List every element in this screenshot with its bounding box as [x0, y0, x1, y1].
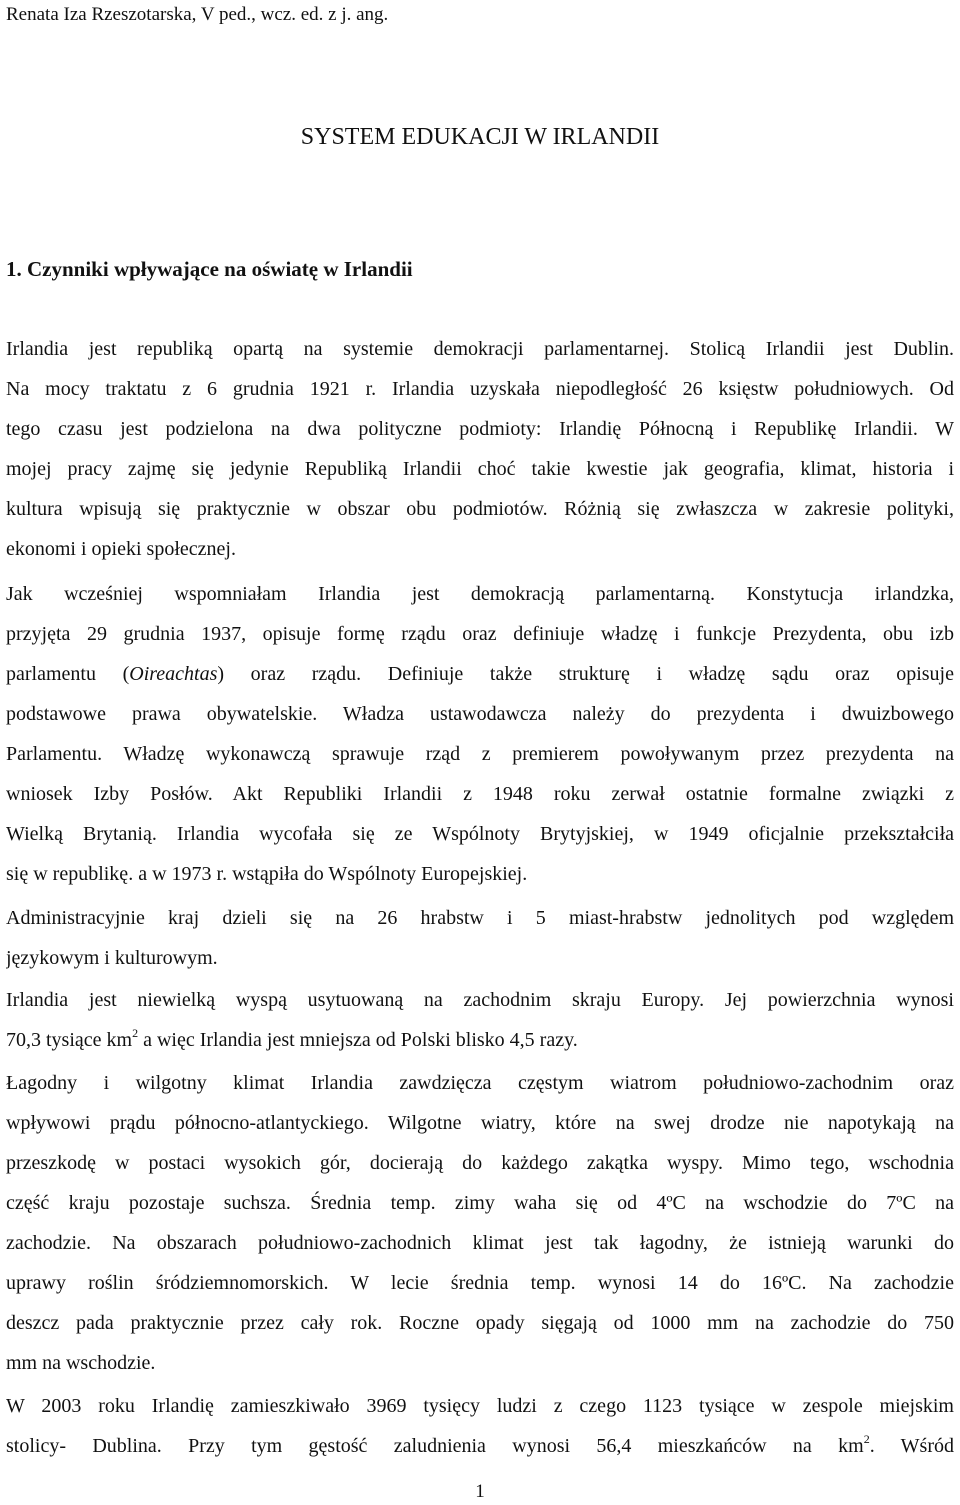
- text-line: mm na wschodzie.: [6, 1352, 156, 1374]
- text-line: Parlamentu. Władzę wykonawczą sprawuje rząd z premierem powoływanym przez prezydenta na: [6, 743, 954, 765]
- text-line: kultura wpisują się praktycznie w obszar obu podmiotów. Różnią się zwłaszcza w zakresie polityki,: [6, 498, 954, 520]
- document-title: SYSTEM EDUKACJI W IRLANDII: [300, 124, 660, 150]
- text-line: [6, 1426, 954, 1466]
- section-heading: 1. Czynniki wpływające na oświatę w Irlandii: [6, 257, 413, 281]
- text-line: Wielką Brytanią. Irlandia wycofała się ze Wspólnoty Brytyjskiej, w 1949 oficjalnie przekształciła: [6, 823, 954, 845]
- text-line: ekonomi i opieki społecznej.: [6, 538, 236, 560]
- text-line: W 2003 roku Irlandię zamieszkiwało 3969 tysięcy ludzi z czego 1123 tysiące w zespole miejskim: [6, 1395, 954, 1417]
- text-line: językowym i kulturowym.: [6, 947, 218, 969]
- text-line: podstawowe prawa obywatelskie. Władza ustawodawcza należy do prezydenta i dwuizbowego: [6, 703, 954, 725]
- text-line: [6, 654, 954, 694]
- text-line: wniosek Izby Posłów. Akt Republiki Irlandii z 1948 roku zerwał ostatnie formalne związki z: [6, 783, 954, 805]
- text-line: przyjęta 29 grudnia 1937, opisuje formę rządu oraz definiuje władzę i funkcje Prezydenta, obu izb: [6, 623, 954, 645]
- text-line: Irlandia jest republiką opartą na systemie demokracji parlamentarnej. Stolicą Irlandii jest Dublin.: [6, 338, 954, 360]
- text-line: mojej pracy zajmę się jedynie Republiką Irlandii choć takie kwestie jak geografia, klimat, historia i: [6, 458, 954, 480]
- text-line: przeszkodę w postaci wysokich gór, docierają do każdego zakątka wyspy. Mimo tego, wschodnia: [6, 1152, 954, 1174]
- text-line: Łagodny i wilgotny klimat Irlandia zawdzięcza częstym wiatrom południowo-zachodnim oraz: [6, 1072, 954, 1094]
- italic-term: Oireachtas: [129, 663, 218, 685]
- text-line: wpływowi prądu północno-atlantyckiego. Wilgotne wiatry, które na swej drodze nie napotykają na: [6, 1112, 954, 1134]
- text-segment: a więc Irlandia jest mniejsza od Polski blisko 4,5 razy.: [138, 1029, 578, 1051]
- text-segment: parlamentu (: [6, 663, 130, 685]
- superscript: 2: [863, 1432, 870, 1446]
- text-segment: . Wśród: [869, 1435, 954, 1457]
- text-line: uprawy roślin śródziemnomorskich. W lecie średnia temp. wynosi 14 do 16ºC. Na zachodzie: [6, 1272, 954, 1294]
- text-line: Jak wcześniej wspomniałam Irlandia jest demokracją parlamentarną. Konstytucja irlandzka,: [6, 583, 954, 605]
- text-line: [6, 1020, 954, 1060]
- text-line: Administracyjnie kraj dzieli się na 26 hrabstw i 5 miast-hrabstw jednolitych pod względem: [6, 907, 954, 929]
- text-line: Na mocy traktatu z 6 grudnia 1921 r. Irlandia uzyskała niepodległość 26 księstw południowych. Od: [6, 378, 954, 400]
- page-number: 1: [475, 1481, 485, 1502]
- text-segment: stolicy- Dublina. Przy tym gęstość zaludnienia wynosi 56,4 mieszkańców na km: [6, 1435, 864, 1457]
- text-segment: ) oraz rządu. Definiuje także strukturę i władzę sądu oraz opisuje: [217, 663, 954, 685]
- text-segment: 70,3 tysiące km: [6, 1029, 133, 1051]
- text-line: zachodzie. Na obszarach południowo-zachodnich klimat jest tak łagodny, że istnieją warunki do: [6, 1232, 954, 1254]
- text-line: się w republikę. a w 1973 r. wstąpiła do Wspólnoty Europejskiej.: [6, 863, 528, 885]
- author-header: Renata Iza Rzeszotarska, V ped., wcz. ed. z j. ang.: [6, 4, 389, 25]
- superscript: 2: [132, 1026, 139, 1040]
- text-line: część kraju pozostaje suchsza. Średnia temp. zimy waha się od 4ºC na wschodzie do 7ºC na: [6, 1192, 954, 1214]
- text-line: Irlandia jest niewielką wyspą usytuowaną na zachodnim skraju Europy. Jej powierzchnia wynosi: [6, 989, 954, 1011]
- text-line: tego czasu jest podzielona na dwa polityczne podmioty: Irlandię Północną i Republikę Irlandii. W: [6, 418, 954, 440]
- text-line: deszcz pada praktycznie przez cały rok. Roczne opady sięgają od 1000 mm na zachodzie do 750: [6, 1312, 954, 1334]
